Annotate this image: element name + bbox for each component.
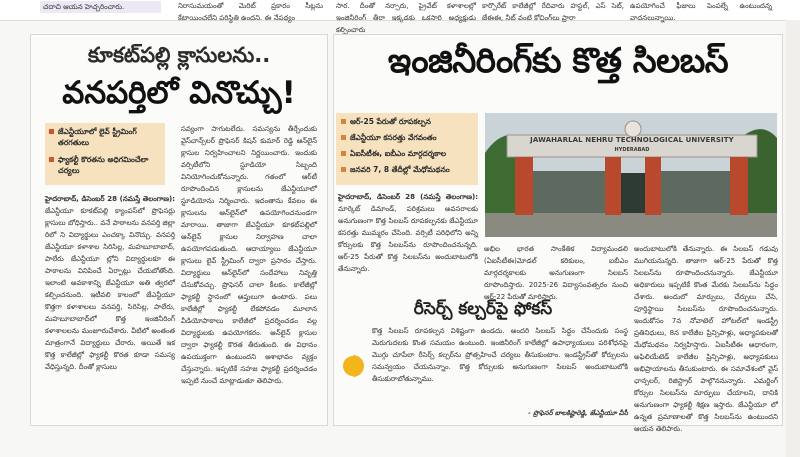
left-bullet-1 — [49, 126, 161, 148]
top-strip-right1: సార. దీంతో నర్సారు, ప్రైవేట్ కళాశాలల్లో ఇంజినీరింగ్ తీరా ఇక్కడకు ఒకసారి అధ్యక్షుడు కల్పించారు — [336, 2, 476, 34]
right-bullet-box — [336, 113, 478, 185]
quote-badge — [340, 353, 366, 379]
left-headline-line2: వనపర్తిలో వినొచ్చు! — [62, 75, 296, 111]
right-bullet-4-text: జనవరి 7, 8 తేదీల్లో మేధోమథనం — [350, 165, 450, 174]
jntu-gate-illustration — [485, 113, 777, 237]
left-bullet-2-text: ఫ్యాకల్టీ కొరతను అధిగమించేలా చర్యలు — [58, 155, 149, 175]
right-headline: ఇంజినీరింగ్‌కు కొత్త సిలబస్‌ — [387, 41, 729, 81]
sub-article-body: కొత్త సిలబస్‌ రూపకల్పన విశిష్టంగా ఉండదు. అందరి సిలబస్‌ సిద్ధం చేసేందుకు సంస్థ మెరుగుదలకు కొంత సమయం ఉంటుంది. ఇంజినీరింగ్‌ కాలేజీల్లో ఉపాధ్యాయులు పరిశోధనపై మొగ్గు చూపేలా రీసెర్చ్‌ కల్చర్‌ను ప్రోత్సహించే చర్యలు తీసుకుంటాం. ఇండస్ట్రీస్‌తో కోర్సులను సమన్వయం చేయనున్నాం. కొత్త కోర్సులకు అనుగుణంగా సిలబస్‌ అందుబాటులోకి తీసుకురాబోతున్నాము. — [372, 327, 628, 383]
right-bullet-1-text: ఆర్‌-25 పేరుతో రూపకల్పన — [350, 117, 431, 126]
square-bullet-icon — [341, 167, 346, 172]
top-strip-right2: కార్పొరేట్ కాలేజీల్లో రేదివారు హస్టల్, ఎస్ సెట్, జేఈఈ, నీట్ వంటి కోచింగ్‌లు ప్రారా — [482, 2, 624, 22]
left-bullet-2 — [49, 154, 161, 176]
left-col1 — [45, 193, 175, 421]
square-bullet-icon — [49, 129, 54, 134]
right-bullet-4 — [341, 164, 473, 175]
left-headline-line1: కూకట్‌పల్లి క్లాసులను.. — [87, 43, 271, 67]
square-bullet-icon — [341, 151, 346, 156]
right-bullet-1 — [341, 116, 473, 127]
photo-city-text: HYDERABAD — [614, 147, 650, 153]
left-dateline: హైదరాబాద్‌, డిసెంబర్‌ 28 (నమస్తే తెలంగాణ): — [45, 195, 175, 203]
top-strip — [0, 0, 800, 34]
jntu-photo — [485, 113, 777, 237]
left-col2: సవ్యంగా సాగుటలేదు. సమస్యను తీర్చేందుకు వైస్‌చాన్స్‌లర్‌ ప్రొఫెసర్‌ కిషన్‌ కుమార్‌ రెడ్డి ఆన్‌లైన్‌ క్లాసుల నిర్వహించాలని నిర్ణయించారు. ఇందుకు వర్సిటీలోని స్టూడియో సిబ్బంది వినియోగించుకోనున్నారు. గతంలో ఆర్‌టీ రూపొందించిన క్లాసులను జేఎన్టీయూలో స్టూడియోను నిర్మించారు. ఇదంతాను కేవలం ఈ క్లాసులను ఆన్‌లైన్‌లో ఉపయోగించనుండగా మారాయి. తాజాగా జేఎన్టీయూ కూకట్‌పల్లిలో ఆన్‌లైన్‌ క్లాసుల నిర్వాహణ చాలా ఉపయోగపడుతుంది. ఆదాయ్యాలు జేఎన్టీయూ క్లాసులు లైవ్‌ స్ట్రీమింగ్‌ ద్వారా ప్రసారం చేస్తారు. విద్యార్థులు ఆన్‌లైన్‌లో సందేహాలు నివృత్తి చేసుకోవచ్చు. ప్రొఫెసర్‌ చాలా కీలకం. కాలేజీల్లో ఫ్యాకల్టీ స్థానంలో ఆప్తులుగా ఉంటారు. పలు కాలేజీల్లో ఫ్యాకల్టీ లేకపోవడం మూలాన వీడియోపాఠాలు కాలేజీలో ప్రదర్శించడం వల్ల విద్యార్థులకు ఉపయోగకరం. ఆన్‌లైన్‌ క్లాసుల ద్వారా ఫ్యాకల్టీ కొరత తీరుతుంది. ఈ విధానం ఉపయుక్తంగా ఉంటుందని ఆశాభావం వ్యక్తం చేస్తున్నారు. ఇప్పటికే సహజ ఫ్యాకల్టీ ప్రదర్శించడం ఇప్పటి నుంచే మాట్లాడుతూ తెలిపారు. — [181, 125, 317, 385]
square-bullet-icon — [49, 157, 54, 162]
right-bullet-3 — [341, 148, 473, 159]
sub-article-heading: రీసెర్చ్‌ కల్చర్‌పై ఫోకస్‌ — [413, 299, 553, 319]
quote-circle-icon — [340, 353, 366, 379]
right-col3: అందుబాటులోకి తేనున్నారు. ఈ సిలబస్‌ గడువు ముగియనున్నది. తాజాగా ఆర్‌-25 పేరుతో కొత్త సిలబస్‌ను రూపొందించనున్నారు. జేఎన్టీయూ అధికారులు ఇప్పటికే కొంత మేరకు సిలబస్‌ను సిద్ధం చేశారు. అందులో మార్పులు, చేర్పులు చేసి, పూర్తిస్థాయి సిలబస్‌ను రూపొందించనున్నారు. ఇందుకోసం 7న నోవాటెల్‌ హోటల్‌లో ఇండస్ట్రీ ప్రతినిధులు, 8న కాలేజీల ప్రిన్సిపాళ్లు, అధ్యాపకులతో మేధోమథనం నిర్వహిస్తారు. ఏఐసీటీఈ ఆధారంగా, అఫిలియేటెడ్‌ కాలేజీల ప్రిన్సిపాళ్లు, అధ్యాపకులు అభిప్రాయాలను తీసుకుంటారు. ఈ సమావేశంలో వైస్‌ ఛాన్సలర్‌, రిజిస్ట్రార్‌ పాల్గొననున్నారు. ఎమర్జింగ్‌ కోర్సుల సిలబస్‌ను మార్పులు చేయాలని, దానికి అనుగుణంగా ఫ్యాకల్టీ శిక్షణ ఇస్తారు. జేఎన్టీయూ లో ఉన్నత ప్రమాణాలతో కొత్త సిలబస్‌ను ఉంటుందని ఆయన తెలిపారు. — [634, 245, 778, 433]
square-bullet-icon — [341, 135, 346, 140]
right-col1-text: మార్కెట్‌ డిమాండ్‌, పరిశ్రమలు అవసరాలకు అనుగుణంగా కొత్త సిలబస్‌ రూపకల్పనకు జేఎన్టీయూ కసరత్తు ముమ్మరం చేసింది. వర్సిటీ పరిధిలోని అన్ని కోర్సులకు కొత్త సిలబస్‌ను రూపొందించనున్నది. ఆర్‌-25 పేరుతో కొత్త సిలబస్‌ను అందుబాటులోకి తేనున్నారు. — [338, 205, 478, 273]
top-strip-mid: నిరాసుమయంతో మెరిట్ ప్రకారం సీట్లను కేటాయించలేని పరిస్థితి ఉందని. ఈ నేపథ్యం — [178, 2, 323, 22]
left-bullet-box — [45, 123, 165, 185]
right-col1 — [338, 191, 478, 275]
sub-article-attribution: - ప్రొఫెసర్‌ బాలకిష్టారెడ్డి, జేఎన్టీయూ వీసీ — [528, 409, 628, 417]
left-col1-text: జేఎన్టీయూ కూకట్‌పల్లి క్యాంపస్‌లో ప్రొఫెసర్లు క్లాసులు బోధిస్తారు.. వనే పాఠాలను వనపర్తి జిల్లా రిలో ని విద్యార్థులు ఎంచక్కా వినొచ్చు. వనపర్తి జేఎన్టీయూ కళాశాల సిరిసిల్ల, మహబూబాబాద్‌, పాలేరు జేఎన్టీయూ ల్లోని విద్యార్థులకూ ఈ పాఠాలను వినిపించే ఏర్పాట్లు చేయబోతోంది. ఇలాంటి అవకాశాన్ని జేఎన్టీయూ అతి త్వరలో కల్పించనుంది. ఇటీవలి కాలంలో జేఎన్టీయూ కొత్తగా కళాశాలలు వనపర్తి, సిరిసిల్ల, పాలేరు, మహబూబాబాద్‌లో కొత్త ఇంజినీరింగ్‌ కళాశాలలను మంజూరుచేశారు. వీటిలో అంతంత మాత్రంగానే విద్యార్థులు చేరారు. అయితే ఇక కొత్త కాలేజీల్లో ఫ్యాకల్టీ కొరత కూడా సమస్య వేధిస్తున్నది. దీంతో క్లాసులు — [45, 207, 175, 371]
right-bullet-2-text: జేఎన్టీయూ కసరత్తు వేగవంతం — [350, 133, 437, 142]
right-edge-strip — [786, 20, 800, 457]
right-bullet-2 — [341, 132, 473, 143]
right-col2: అభిల భారత సాంకేతిక విద్యామండలి (ఏఐసీటీఈ)మోడల్‌ కరికులం, ఐబీఎం మార్గదర్శకాలకు అనుగుణంగా సిలబస్‌ రూపొందిస్తారు. 2025-26 విద్యాసంవత్సరం నుంచి ఆర్‌-22 పేరుతో మారిస్తారు. — [484, 245, 628, 301]
left-bullet-1-text: జేఎన్టీయూలో లైవ్ స్ట్రీమింగ్ తరగతులు — [58, 127, 137, 147]
square-bullet-icon — [341, 119, 346, 124]
top-strip-left: చదాచి ఆయన హెచ్చరించారు. — [40, 1, 161, 13]
right-bullet-3-text: ఏఐసీటీఈ, ఐబీఎం మార్గదర్శకాల — [350, 149, 447, 158]
left-article — [30, 34, 328, 426]
top-strip-right3: ఉపయోగించే ఫీజులు పెంపల్నే ఉంటుందన్న వాదనలున్నాయి. — [630, 2, 772, 22]
photo-sign-text: JAWAHARLAL NEHRU TECHNOLOGICAL UNIVERSITY — [530, 136, 734, 144]
right-article — [333, 34, 783, 433]
right-dateline: హైదరాబాద్‌, డిసెంబర్‌ 28 (నమస్తే తెలంగాణ): — [338, 193, 478, 201]
